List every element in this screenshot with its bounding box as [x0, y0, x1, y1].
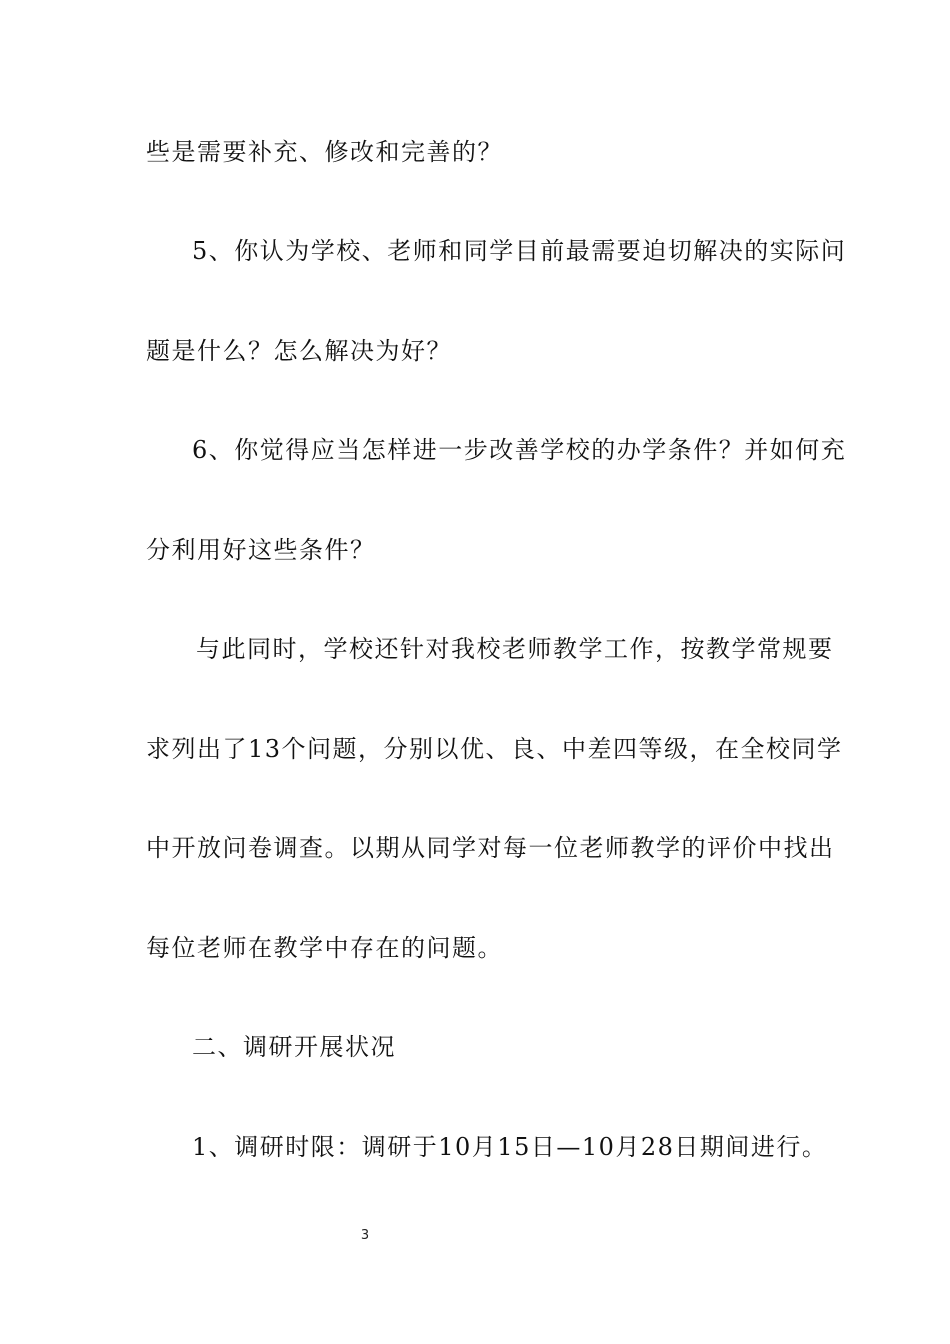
text-line: 分利用好这些条件？ — [146, 536, 376, 564]
item-1-line: 1、调研时限：调研于10月15日—10月28日期间进行。 — [192, 1133, 828, 1161]
paragraph-start-line: 与此同时，学校还针对我校老师教学工作，按教学常规要 — [196, 635, 834, 663]
text-line: 题是什么？怎么解决为好？ — [146, 337, 452, 365]
text-line: 中开放问卷调查。以期从同学对每一位老师教学的评价中找出 — [146, 834, 835, 862]
section-heading: 二、调研开展状况 — [192, 1033, 396, 1061]
text-line: 些是需要补充、修改和完善的？ — [146, 138, 503, 166]
question-5-line: 5、你认为学校、老师和同学目前最需要迫切解决的实际问 — [192, 237, 847, 265]
text-line: 求列出了13个问题，分别以优、良、中差四等级，在全校同学 — [146, 735, 843, 763]
page-number: 3 — [360, 1228, 370, 1243]
question-6-line: 6、你觉得应当怎样进一步改善学校的办学条件？并如何充 — [192, 436, 847, 464]
text-line: 每位老师在教学中存在的问题。 — [146, 934, 503, 962]
